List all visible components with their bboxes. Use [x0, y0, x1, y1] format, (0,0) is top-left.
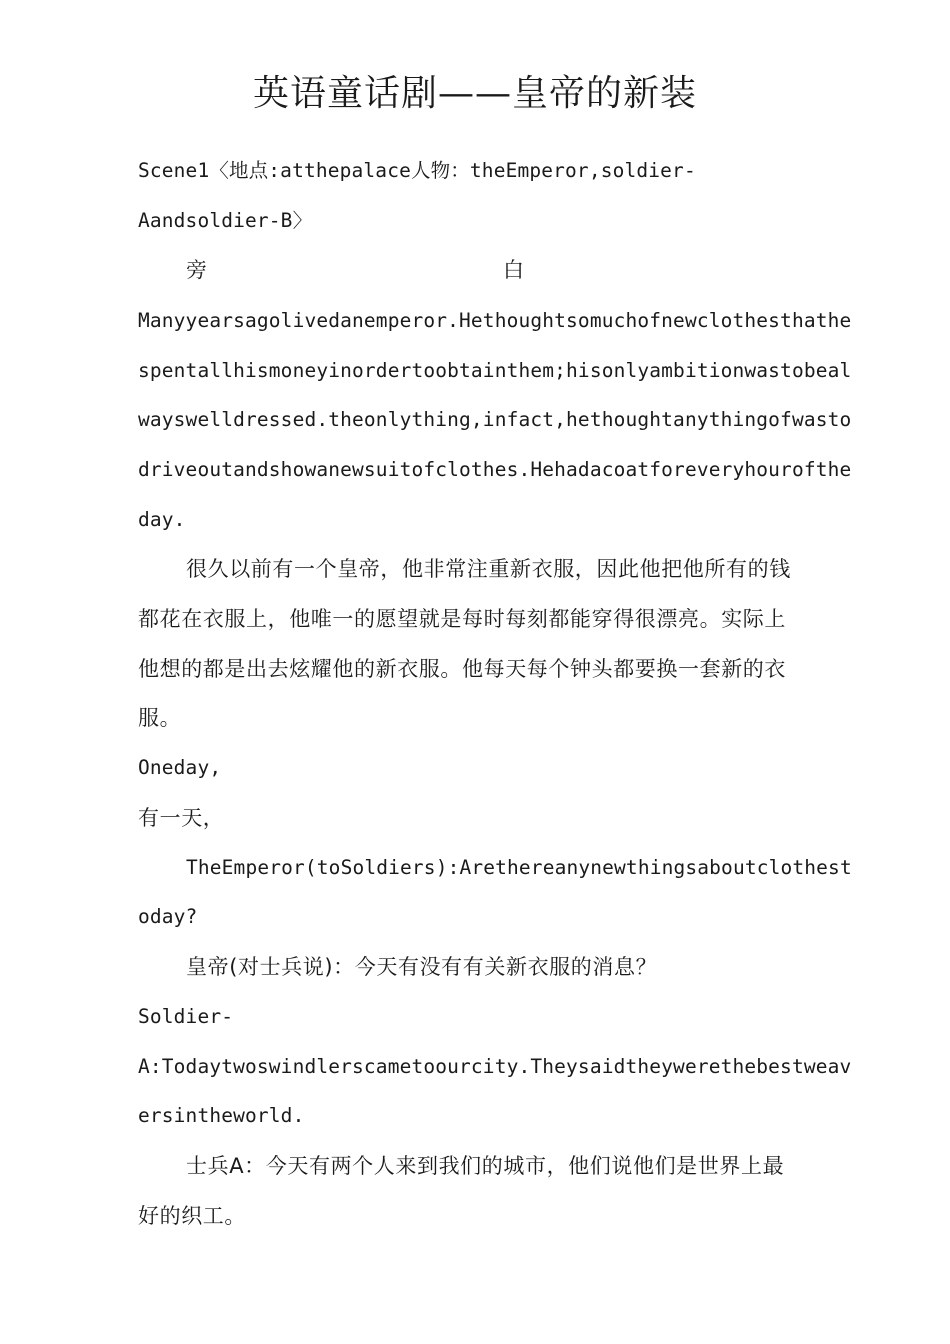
soldier-a-en-line-1: Soldier-	[138, 1005, 234, 1028]
narrator-label-char-2: 白	[503, 258, 524, 282]
narration-zh-line-2: 都花在衣服上，他唯一的愿望就是每时每刻都能穿得很漂亮。实际上	[138, 607, 786, 631]
emperor-en-line-1: TheEmperor(toSoldiers):Arethereanynewthingsaboutclothest	[186, 856, 852, 879]
oneday-en: Oneday,	[138, 756, 222, 779]
emperor-en-line-2: oday?	[138, 905, 198, 928]
narration-en-line-1: Manyyearsagolivedanemperor.Hethoughtsomuchofnewclothesthathe	[138, 309, 852, 332]
soldier-a-zh-line-1: 士兵A：今天有两个人来到我们的城市，他们说他们是世界上最	[186, 1154, 785, 1178]
soldier-a-zh-line-2: 好的织工。	[138, 1204, 246, 1228]
narration-en-line-5: day.	[138, 508, 186, 531]
soldier-a-en-line-3: ersintheworld.	[138, 1104, 305, 1127]
narration-zh-line-1: 很久以前有一个皇帝，他非常注重新衣服，因此他把他所有的钱	[186, 557, 791, 581]
narration-zh-line-3: 他想的都是出去炫耀他的新衣服。他每天每个钟头都要换一套新的衣	[138, 657, 786, 681]
narration-zh-line-4: 服。	[138, 706, 182, 730]
scene-heading-line-2: Aandsoldier-B〉	[138, 209, 313, 232]
narration-en-line-2: spentallhismoneyinordertoobtainthem;hisonlyambitionwastobeal	[138, 359, 852, 382]
scene-heading-line-1: Scene1〈地点:atthepalace人物：theEmperor,soldier-	[138, 159, 696, 182]
soldier-a-en-line-2: A:Todaytwoswindlerscametoourcity.Theysaidtheywerethebestweav	[138, 1055, 852, 1078]
narration-en-line-3: wayswelldressed.theonlything,infact,hethoughtanythingofwasto	[138, 408, 852, 431]
oneday-zh: 有一天，	[138, 806, 225, 830]
narrator-label-char-1: 旁	[186, 258, 207, 282]
document-title: 英语童话剧——皇帝的新装	[252, 73, 697, 114]
emperor-zh: 皇帝(对士兵说)：今天有没有有关新衣服的消息？	[186, 955, 658, 979]
narration-en-line-4: driveoutandshowanewsuitofclothes.Hehadacoatforeveryhourofthe	[138, 458, 852, 481]
